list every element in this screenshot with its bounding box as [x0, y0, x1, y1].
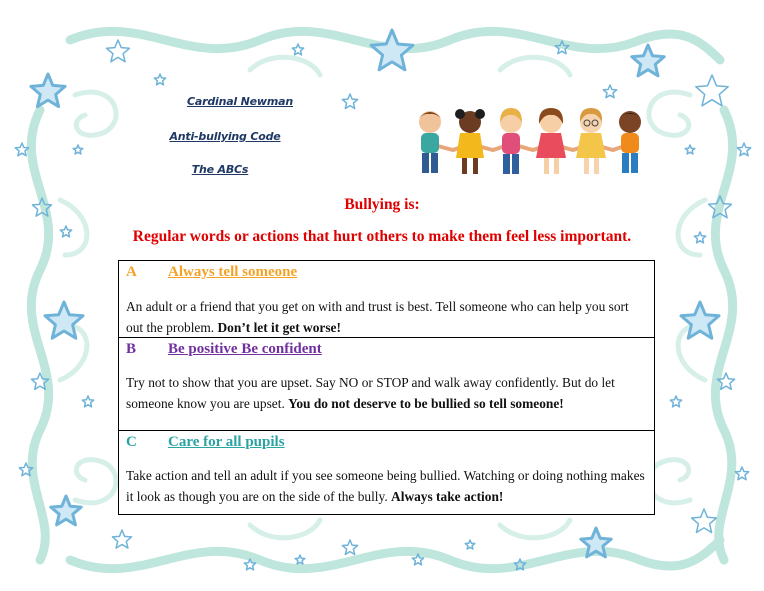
section-a-body: An adult or a friend that you get on with and trust is best. Tell someone who can help you sort out the problem.	[126, 299, 629, 335]
section-a-box	[118, 260, 655, 338]
star-icon	[73, 145, 83, 154]
section-b-title: Be positive Be confident	[168, 341, 322, 357]
section-c-heading	[126, 434, 285, 451]
abcs-subtitle: The ABCs	[191, 163, 249, 176]
star-icon	[737, 143, 750, 156]
section-b-letter: B	[126, 341, 137, 357]
section-a-bold: Don’t let it get worse!	[217, 320, 341, 335]
child-3	[500, 108, 522, 174]
star-icon	[685, 145, 695, 154]
star-icon	[15, 143, 28, 156]
section-a-text	[126, 296, 646, 338]
star-icon	[31, 74, 65, 107]
section-c-box	[118, 430, 655, 515]
star-icon	[113, 530, 132, 548]
star-icon	[465, 540, 475, 549]
star-icon	[632, 45, 664, 76]
school-name: Cardinal Newman	[187, 95, 293, 108]
section-a-title: Always tell someone	[168, 264, 298, 280]
star-icon	[735, 467, 748, 480]
section-c-bold: Always take action!	[391, 489, 504, 504]
section-c-body: Take action and tell an adult if you see someone being bullied. Watching or doing nothing makes it look as though you are on the side of the bully.	[126, 468, 645, 504]
section-b-text	[126, 372, 646, 414]
star-icon	[670, 396, 681, 407]
section-b-box	[118, 337, 655, 431]
star-icon	[154, 74, 165, 85]
section-a-letter: A	[126, 264, 137, 280]
star-icon	[82, 396, 93, 407]
section-b-bold: You do not deserve to be bullied so tell someone!	[288, 396, 564, 411]
section-a-heading	[126, 264, 297, 281]
section-c-text	[126, 465, 646, 507]
child-6	[619, 111, 641, 173]
star-icon	[696, 75, 728, 106]
section-c-title: Care for all pupils	[168, 434, 285, 450]
section-c-letter: C	[126, 434, 137, 450]
child-2	[455, 109, 485, 174]
child-4	[536, 108, 566, 174]
bullying-definition: Regular words or actions that hurt others to make them feel less important.	[132, 228, 632, 245]
section-b-heading	[126, 341, 322, 358]
star-icon	[371, 30, 413, 70]
star-icon	[603, 85, 616, 98]
section-b-body: Try not to show that you are upset. Say NO or STOP and walk away confidently. But do let someone know you are upset.	[126, 375, 615, 411]
star-icon	[681, 302, 719, 338]
star-icon	[342, 540, 357, 555]
star-icon	[692, 509, 717, 533]
star-icon	[295, 555, 305, 564]
star-icon	[107, 40, 130, 62]
star-icon	[45, 302, 83, 338]
child-5	[576, 108, 606, 174]
bullying-title: Bullying is:	[344, 196, 420, 213]
code-title: Anti-bullying Code	[169, 130, 281, 143]
star-icon	[292, 44, 303, 55]
children-holding-hands-illustration	[408, 104, 648, 180]
child-1	[419, 111, 441, 173]
star-icon	[342, 94, 357, 109]
